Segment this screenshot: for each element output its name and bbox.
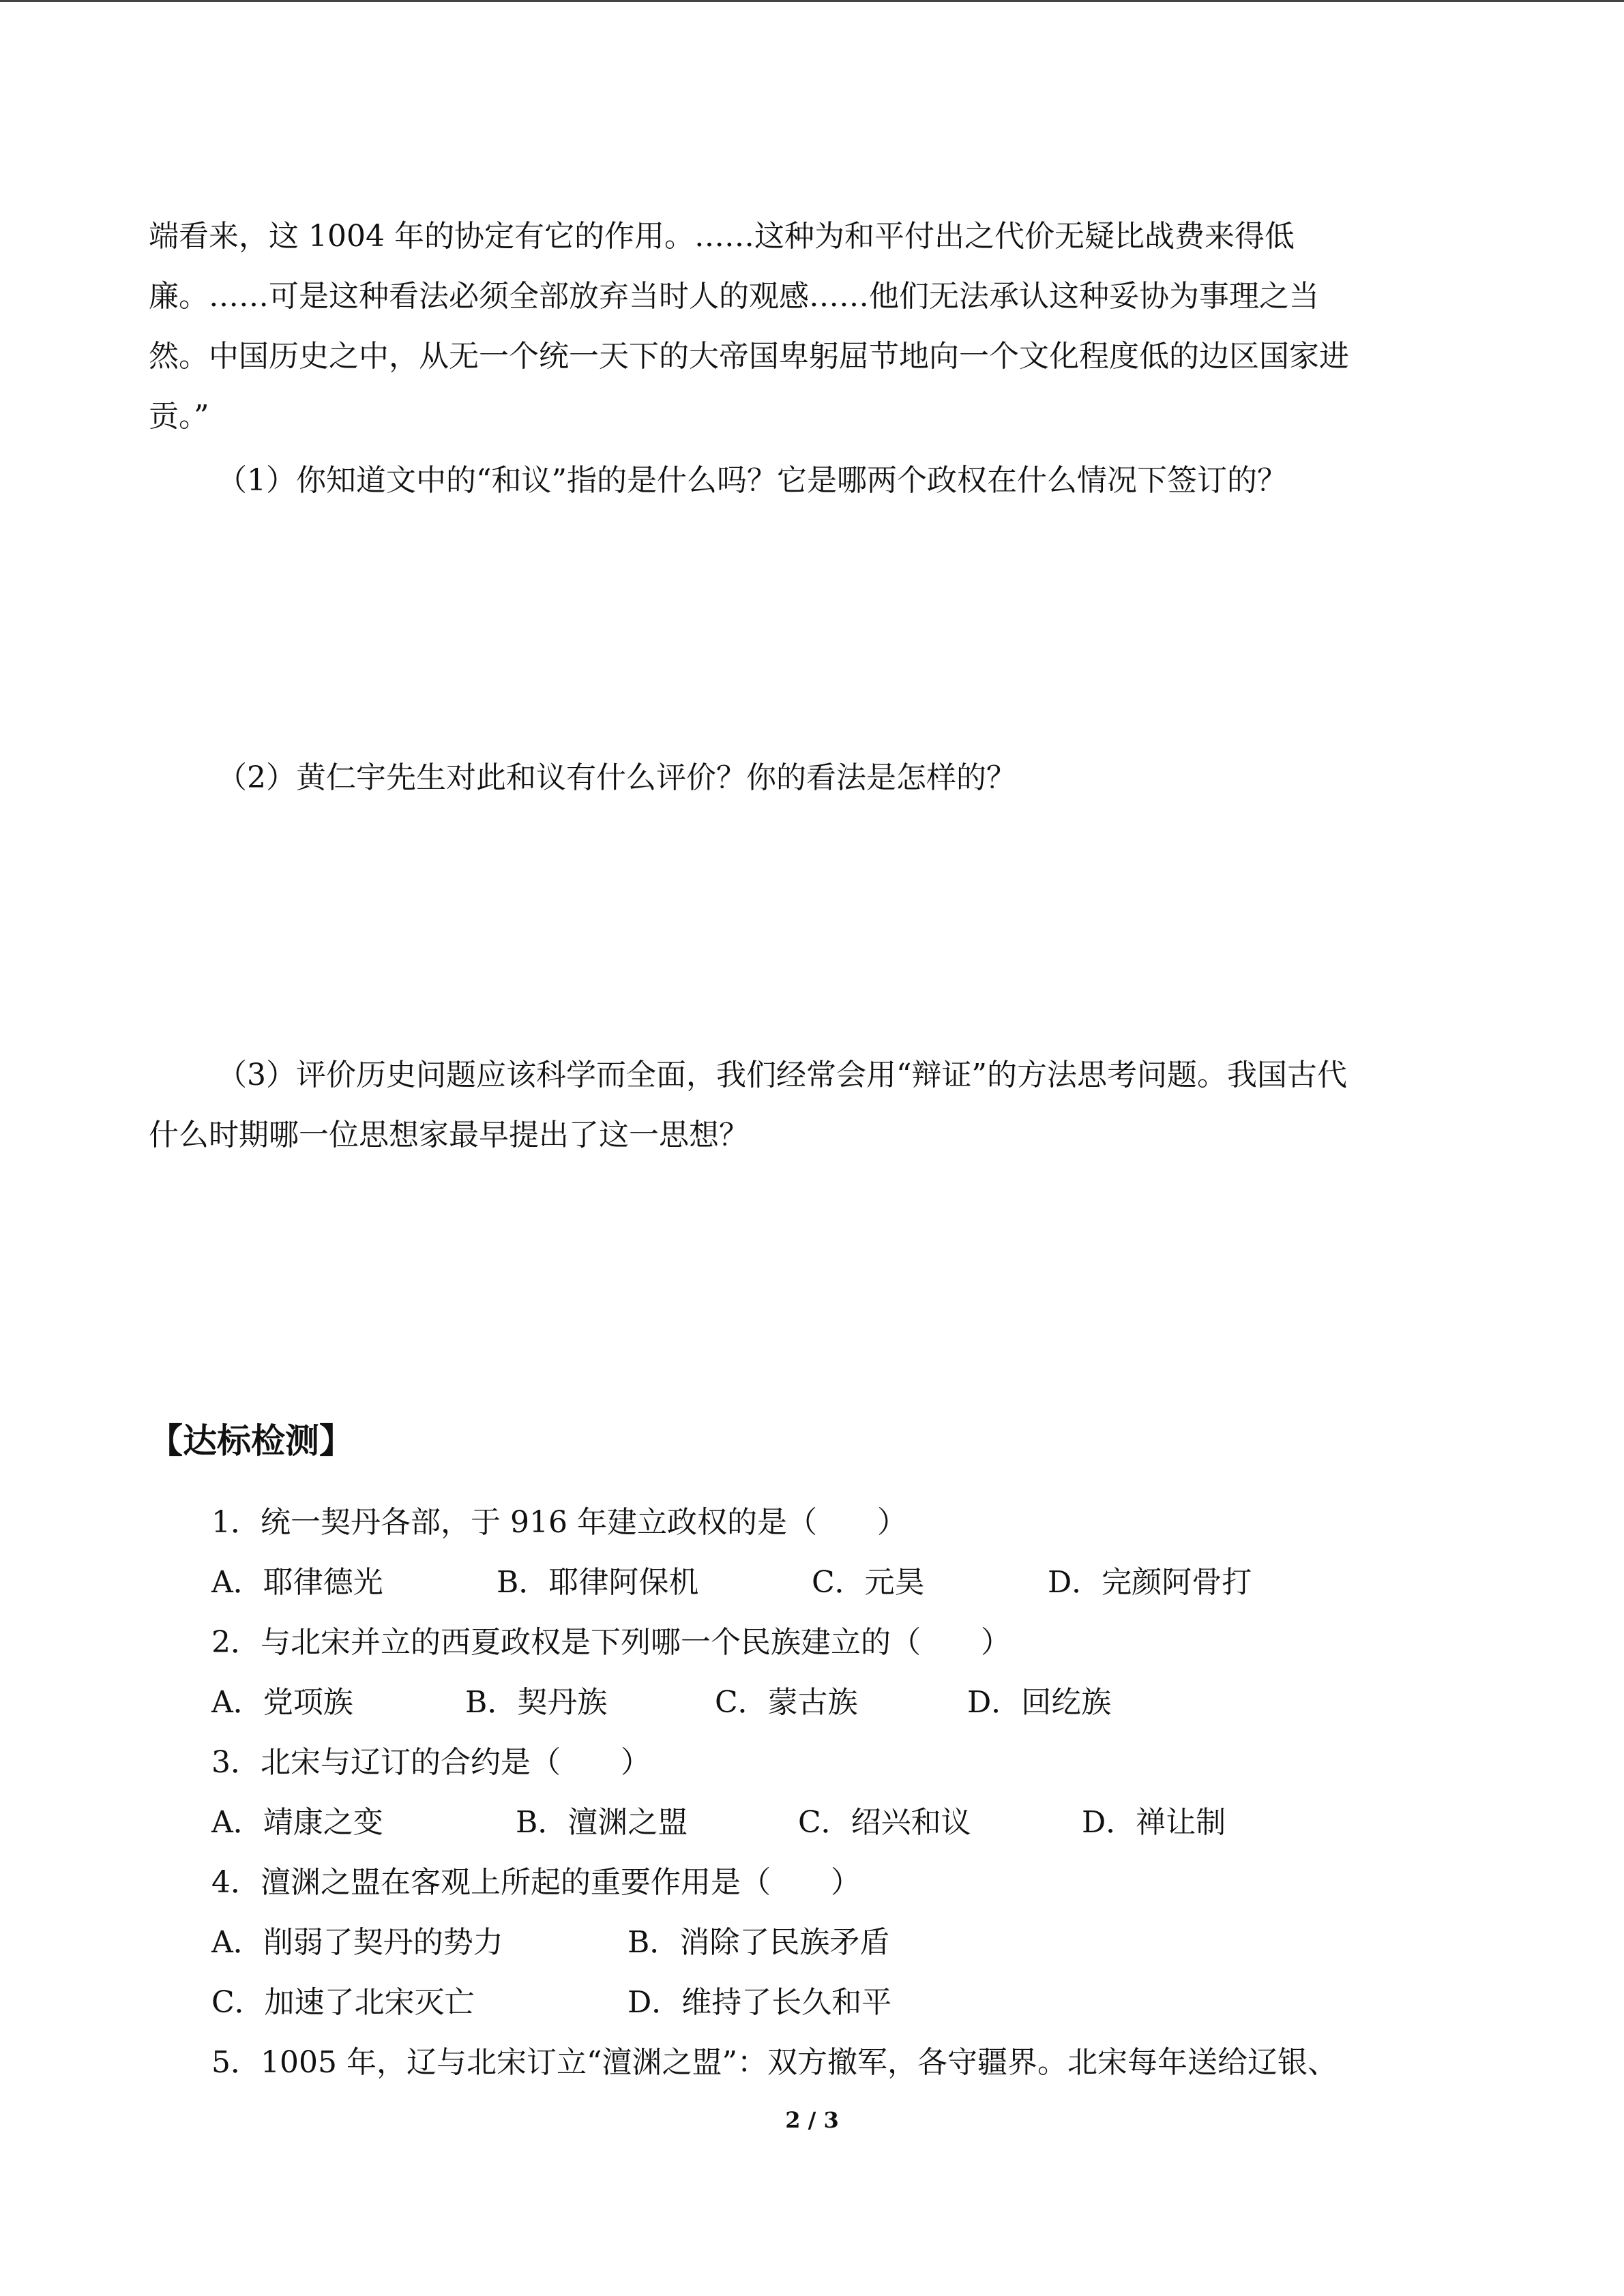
q3-option-d: D．禅让制	[1082, 1805, 1226, 1840]
q2-option-d: D．回纥族	[967, 1685, 1112, 1720]
passage-line-3: 然。中国历史之中，从无一个统一天下的大帝国卑躬屈节地向一个文化程度低的边区国家进	[149, 339, 1349, 374]
question-1-text: 1．统一契丹各部，于 916 年建立政权的是（ ）	[211, 1505, 907, 1540]
q3-option-c: C．绍兴和议	[798, 1805, 971, 1840]
sub-question-2: （2）黄仁宇先生对此和议有什么评价？你的看法是怎样的？	[217, 760, 1016, 795]
passage-line-2: 廉。……可是这种看法必须全部放弃当时人的观感……他们无法承认这种妥协为事理之当	[149, 279, 1319, 314]
sub-question-3-line-1: （3）评价历史问题应该科学而全面，我们经常会用“辩证”的方法思考问题。我国古代	[217, 1058, 1347, 1092]
sub-question-3-line-2: 什么时期哪一位思想家最早提出了这一思想？	[149, 1118, 749, 1152]
q2-option-b: B．契丹族	[465, 1685, 608, 1720]
q4-option-c: C．加速了北宋灭亡	[211, 1985, 475, 2020]
q3-option-a: A．靖康之变	[211, 1805, 383, 1840]
section-heading: 【达标检测】	[149, 1420, 353, 1461]
q3-option-b: B．澶渊之盟	[516, 1805, 688, 1840]
page-number: 2 / 3	[785, 2107, 839, 2133]
q4-option-a: A．削弱了契丹的势力	[211, 1925, 503, 1960]
q1-option-d: D．完颜阿骨打	[1048, 1565, 1252, 1600]
q1-option-c: C．元昊	[812, 1565, 925, 1600]
q1-option-b: B．耶律阿保机	[497, 1565, 699, 1600]
q1-option-a: A．耶律德光	[211, 1565, 383, 1600]
question-3-text: 3．北宋与辽订的合约是（ ）	[211, 1745, 651, 1780]
passage-line-4: 贡。”	[149, 399, 209, 434]
q2-option-a: A．党项族	[211, 1685, 353, 1720]
q2-option-c: C．蒙古族	[715, 1685, 858, 1720]
passage-line-1: 端看来，这 1004 年的协定有它的作用。……这种为和平付出之代价无疑比战费来得低	[149, 219, 1295, 254]
q4-option-d: D．维持了长久和平	[628, 1985, 892, 2020]
q4-option-b: B．消除了民族矛盾	[628, 1925, 890, 1960]
question-2-text: 2．与北宋并立的西夏政权是下列哪一个民族建立的（ ）	[211, 1625, 1011, 1660]
question-5-text: 5．1005 年，辽与北宋订立“澶渊之盟”：双方撤军，各守疆界。北宋每年送给辽银、	[211, 2045, 1338, 2080]
question-4-text: 4．澶渊之盟在客观上所起的重要作用是（ ）	[211, 1865, 861, 1900]
sub-question-1: （1）你知道文中的“和议”指的是什么吗？它是哪两个政权在什么情况下签订的？	[217, 463, 1287, 498]
